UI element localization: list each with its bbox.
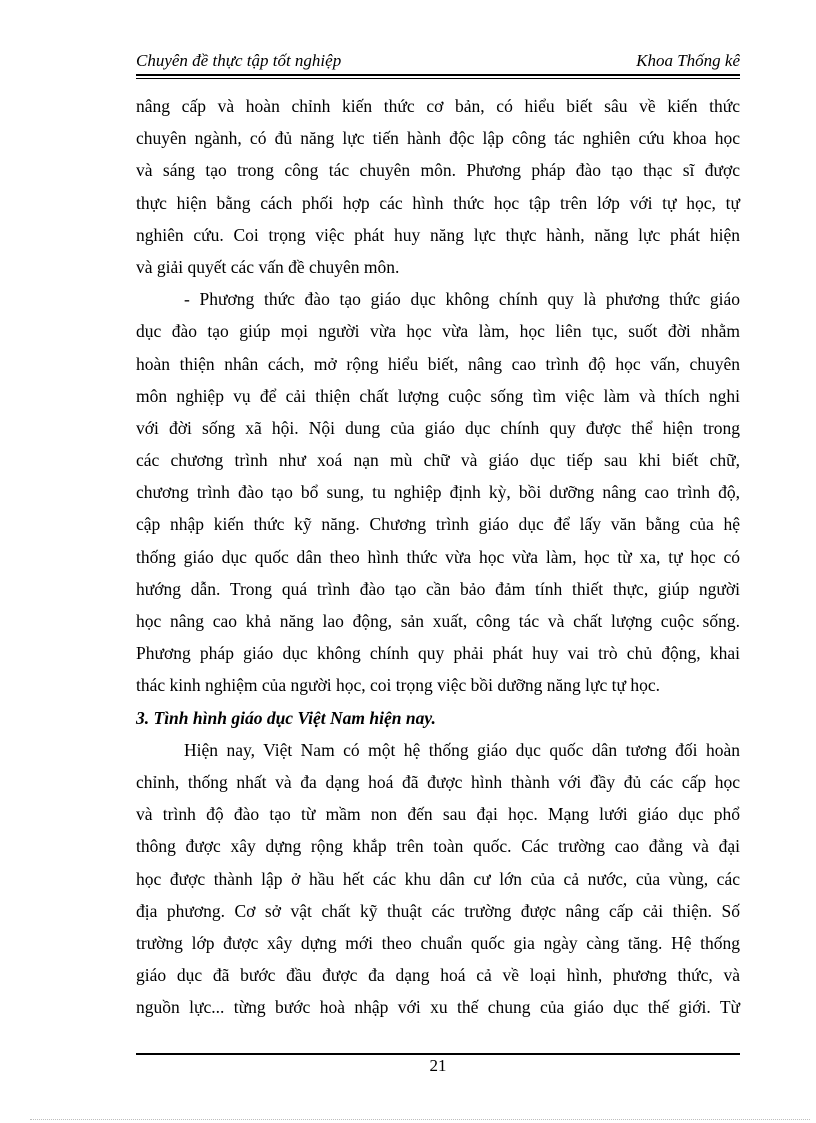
body-line: và trình độ đào tạo từ mầm non đến sau đại học. Mạng lưới giáo dục phổ <box>136 804 740 825</box>
header-rule <box>136 74 740 76</box>
body-line: thực hiện bằng cách phối hợp các hình thức học tập trên lớp với tự học, tự <box>136 192 740 213</box>
body-line: Phương pháp giáo dục không chính quy phải phát huy vai trò chủ động, khai <box>136 643 740 664</box>
body-line: địa phương. Cơ sở vật chất kỹ thuật các trường được nâng cấp cải thiện. Số <box>136 900 740 921</box>
body-line: thông được xây dựng rộng khắp trên toàn quốc. Các trường cao đẳng và đại <box>136 836 740 857</box>
body-line: học được thành lập ở hầu hết các khu dân cư lớn của cả nước, của vùng, các <box>136 868 740 889</box>
body-line: hoàn thiện nhân cách, mở rộng hiểu biết, nâng cao trình độ học vấn, chuyên <box>136 353 740 374</box>
body-line: và giải quyết các vấn đề chuyên môn. <box>136 256 400 277</box>
body-line: chương trình đào tạo bổ sung, tu nghiệp định kỳ, bồi dưỡng nâng cao trình độ, <box>136 482 740 503</box>
header-faculty-name: Khoa Thống kê <box>636 51 740 70</box>
body-line: chuyên ngành, có đủ năng lực tiến hành độc lập công tác nghiên cứu khoa học <box>136 128 740 149</box>
body-line: dục đào tạo giúp mọi người vừa học vừa làm, học liên tục, suốt đời nhằm <box>136 321 740 342</box>
section-heading: 3. Tình hình giáo dục Việt Nam hiện nay. <box>136 707 436 728</box>
body-line: thống giáo dục quốc dân theo hình thức vừa học vừa làm, học từ xa, tự học có <box>136 546 740 567</box>
body-line: cập nhập kiến thức kỹ năng. Chương trình giáo dục để lấy văn bằng của hệ <box>136 514 740 535</box>
body-line: học nâng cao khả năng lao động, sản xuất, công tác và chất lượng cuộc sống. <box>136 611 740 631</box>
body-line: chỉnh, thống nhất và đa dạng hoá đã được hình thành với đầy đủ các cấp học <box>136 771 740 792</box>
body-line: giáo dục đã bước đầu được đa dạng hoá cả về loại hình, phương thức, và <box>136 965 740 986</box>
body-line: thác kinh nghiệm của người học, coi trọng việc bồi dưỡng năng lực tự học. <box>136 675 660 696</box>
body-line: Hiện nay, Việt Nam có một hệ thống giáo dục quốc dân tương đối hoàn <box>184 739 740 760</box>
body-line: trường lớp được xây dựng mới theo chuẩn quốc gia ngày càng tăng. Hệ thống <box>136 932 740 953</box>
page-header <box>136 48 740 74</box>
page-edge-divider <box>30 1119 810 1120</box>
body-line: môn nghiệp vụ để cải thiện chất lượng cuộc sống tìm việc làm và thích nghi <box>136 385 740 406</box>
body-line: - Phương thức đào tạo giáo dục không chính quy là phương thức giáo <box>184 289 740 310</box>
document-body <box>136 90 740 1023</box>
body-line: hướng dẫn. Trong quá trình đào tạo cần bảo đảm tính thiết thực, giúp người <box>136 578 740 599</box>
body-line: nâng cấp và hoàn chỉnh kiến thức cơ bản, có hiểu biết sâu về kiến thức <box>136 96 740 116</box>
body-line: nghiên cứu. Coi trọng việc phát huy năng lực thực hành, năng lực phát hiện <box>136 224 740 245</box>
body-line: các chương trình như xoá nạn mù chữ và giáo dục tiếp sau khi biết chữ, <box>136 450 740 471</box>
body-line: với đời sống xã hội. Nội dung của giáo dục chính quy được thể hiện trong <box>136 417 740 438</box>
body-line: và sáng tạo trong công tác chuyên môn. Phương pháp đào tạo thạc sĩ được <box>136 160 740 181</box>
header-rule-thin <box>136 78 740 79</box>
page-number: 21 <box>429 1056 447 1075</box>
body-line: nguồn lực... từng bước hoà nhập với xu thế chung của giáo dục thế giới. Từ <box>136 997 740 1018</box>
header-document-title: Chuyên đề thực tập tốt nghiệp <box>136 51 342 70</box>
